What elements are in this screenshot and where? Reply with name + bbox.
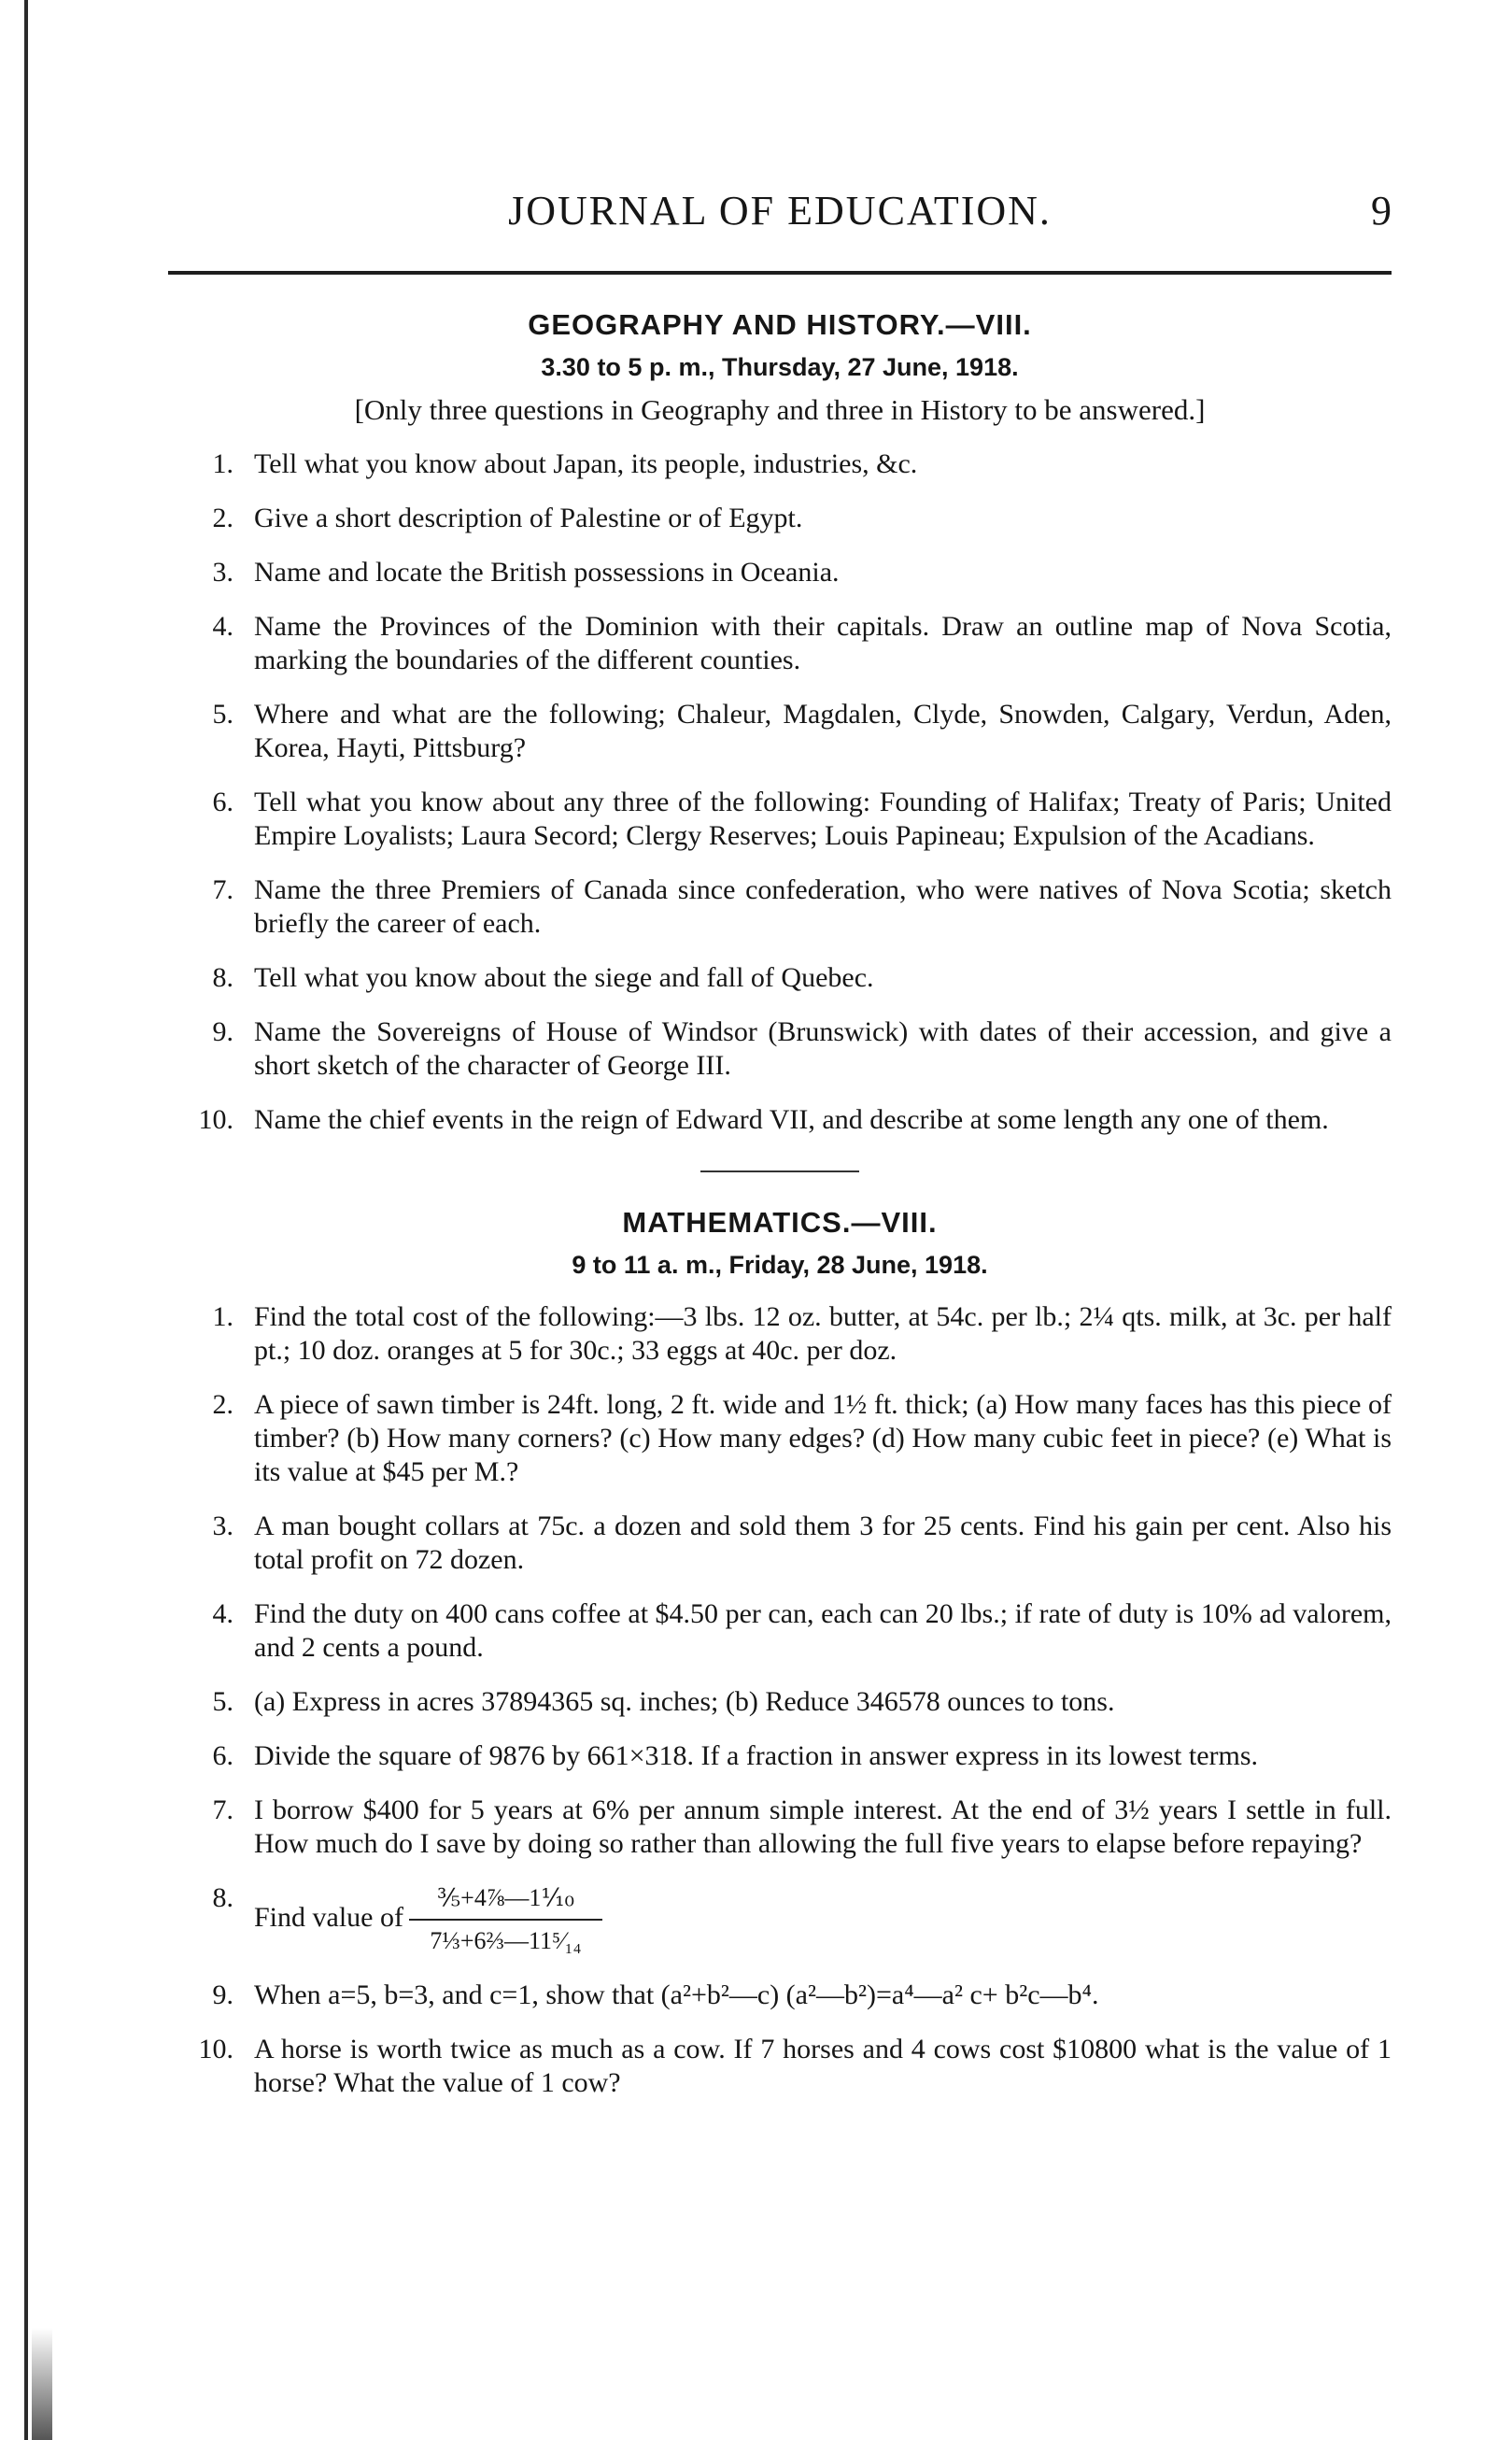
question-item	[168, 698, 1392, 765]
question-item	[168, 1739, 1392, 1773]
question-item	[168, 873, 1392, 941]
mathematics-questions	[168, 1300, 1392, 2100]
question-text: (a) Express in acres 37894365 sq. inches; (b) Reduce 346578 ounces to tons.	[254, 1686, 1115, 1717]
question-item	[168, 786, 1392, 853]
question-number: 10.	[198, 2034, 233, 2064]
question-item	[168, 961, 1392, 995]
question-prompt: Find value of	[254, 1901, 403, 1933]
question-item	[168, 2033, 1392, 2100]
question-item	[168, 1685, 1392, 1719]
question-number: 7.	[212, 874, 233, 905]
question-item	[168, 447, 1392, 481]
question-text: A horse is worth twice as much as a cow. If 7 horses and 4 cows cost $10800 what is the value of 1 horse? What the value of 1 cow?	[254, 2034, 1392, 2098]
question-item	[168, 1794, 1392, 1861]
question-number: 2.	[212, 1389, 233, 1420]
question-number: 9.	[212, 1016, 233, 1047]
question-item	[168, 556, 1392, 589]
question-text	[254, 1881, 1392, 1958]
question-item	[168, 1881, 1392, 1958]
question-text: Name the chief events in the reign of Edward VII, and describe at some length any one of them.	[254, 1104, 1329, 1135]
question-item	[168, 1597, 1392, 1665]
fraction-expression	[409, 1881, 602, 1958]
question-text: Tell what you know about any three of the following: Founding of Halifax; Treaty of Paris; United Empire Loyalists; Laura Secord; Clergy Reserves; Louis Papineau; Expulsion of the Acadians.	[254, 787, 1392, 851]
question-text: Tell what you know about Japan, its people, industries, &c.	[254, 448, 918, 479]
question-text: Name the three Premiers of Canada since confederation, who were natives of Nova Scotia; sketch briefly the career of each.	[254, 874, 1392, 939]
question-item	[168, 1979, 1392, 2012]
question-item	[168, 1388, 1392, 1489]
question-number: 3.	[212, 1511, 233, 1541]
question-text: Tell what you know about the siege and fall of Quebec.	[254, 962, 874, 993]
question-number: 4.	[212, 611, 233, 642]
question-text: A piece of sawn timber is 24ft. long, 2 ft. wide and 1½ ft. thick; (a) How many faces has this piece of timber? (b) How many corners? (c) How many edges? (d) How many cubic feet in piece? (e) What is its value at $45 per M.?	[254, 1389, 1392, 1487]
question-item	[168, 610, 1392, 677]
page-header	[168, 187, 1392, 243]
question-number: 8.	[212, 962, 233, 993]
question-item	[168, 1300, 1392, 1368]
question-text: Divide the square of 9876 by 661×318. If a fraction in answer express in its lowest terms.	[254, 1740, 1259, 1771]
page-number: 9	[1371, 188, 1392, 234]
question-text: Name the Sovereigns of House of Windsor (Brunswick) with dates of their accession, and give a short sketch of the character of George III.	[254, 1016, 1392, 1081]
question-number: 10.	[198, 1104, 233, 1135]
question-item	[168, 1510, 1392, 1577]
question-text: I borrow $400 for 5 years at 6% per annum simple interest. At the end of 3½ years I settle in full. How much do I save by doing so rather than allowing the full five years to elapse before repaying?	[254, 1795, 1392, 1859]
binding-margin-line	[24, 0, 28, 2440]
mathematics-section-title: MATHEMATICS.—VIII.	[622, 1206, 938, 1239]
question-number: 6.	[212, 1740, 233, 1771]
geography-instructions: [Only three questions in Geography and three in History to be answered.]	[354, 393, 1206, 426]
question-text: A man bought collars at 75c. a dozen and sold them 3 for 25 cents. Find his gain per cent. Also his total profit on 72 dozen.	[254, 1511, 1392, 1575]
journal-page	[168, 187, 1392, 2100]
question-number: 1.	[212, 1301, 233, 1332]
journal-title: JOURNAL OF EDUCATION.	[508, 188, 1052, 234]
question-text: Find the total cost of the following:—3 lbs. 12 oz. butter, at 54c. per lb.; 2¼ qts. milk, at 3c. per half pt.; 10 doz. oranges at 5 for 30c.; 33 eggs at 40c. per doz.	[254, 1301, 1392, 1366]
question-text: Where and what are the following; Chaleur, Magdalen, Clyde, Snowden, Calgary, Verdun, Aden, Korea, Hayti, Pittsburg?	[254, 699, 1392, 763]
geography-section-title: GEOGRAPHY AND HISTORY.—VIII.	[528, 308, 1032, 341]
question-text: Name the Provinces of the Dominion with their capitals. Draw an outline map of Nova Scotia, marking the boundaries of the different counties.	[254, 611, 1392, 675]
mathematics-exam-time: 9 to 11 a. m., Friday, 28 June, 1918.	[572, 1251, 988, 1279]
geography-questions	[168, 447, 1392, 1137]
question-text: Find the duty on 400 cans coffee at $4.50 per can, each can 20 lbs.; if rate of duty is 10% ad valorem, and 2 cents a pound.	[254, 1598, 1392, 1663]
question-number: 7.	[212, 1795, 233, 1825]
question-number: 2.	[212, 503, 233, 533]
question-number: 3.	[212, 557, 233, 588]
question-text: When a=5, b=3, and c=1, show that (a²+b²—c) (a²—b²)=a⁴—a² c+ b²c—b⁴.	[254, 1979, 1099, 2010]
question-number: 4.	[212, 1598, 233, 1629]
question-number: 5.	[212, 699, 233, 730]
question-item	[168, 1103, 1392, 1137]
question-number: 9.	[212, 1979, 233, 2010]
question-number: 6.	[212, 787, 233, 817]
question-number: 8.	[212, 1882, 233, 1913]
header-rule	[168, 271, 1392, 275]
fraction-numerator: ⅗+4⅞—1⅒	[409, 1881, 602, 1921]
fraction-denominator: 7⅓+6⅔—11⁵⁄₁₄	[430, 1927, 582, 1954]
question-number: 1.	[212, 448, 233, 479]
question-number: 5.	[212, 1686, 233, 1717]
question-item	[168, 502, 1392, 535]
scan-edge-mark	[32, 2328, 52, 2440]
section-divider	[700, 1170, 859, 1172]
question-text: Name and locate the British possessions in Oceania.	[254, 557, 840, 588]
question-item	[168, 1015, 1392, 1083]
geography-exam-time: 3.30 to 5 p. m., Thursday, 27 June, 1918.	[541, 353, 1019, 381]
question-text: Give a short description of Palestine or of Egypt.	[254, 503, 803, 533]
